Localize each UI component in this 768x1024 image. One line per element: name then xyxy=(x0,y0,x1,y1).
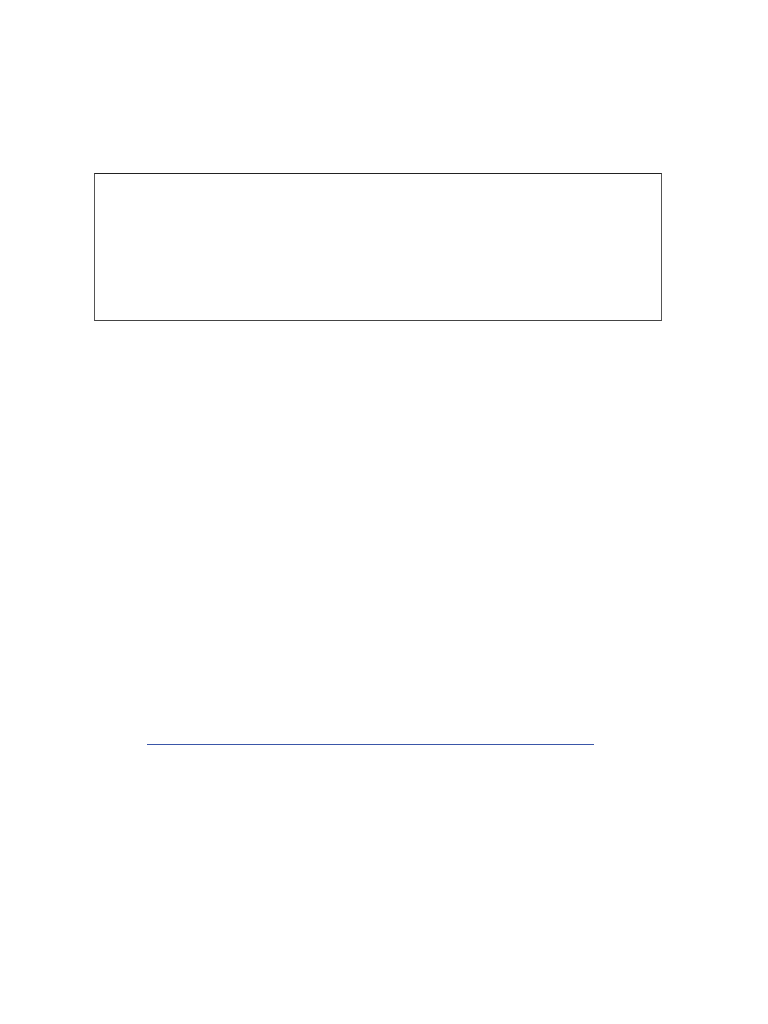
flower-grid-bottom xyxy=(48,752,668,924)
flower-picture-frame xyxy=(94,173,662,321)
flower-grid-top xyxy=(95,174,661,320)
separator-rule xyxy=(147,744,594,745)
